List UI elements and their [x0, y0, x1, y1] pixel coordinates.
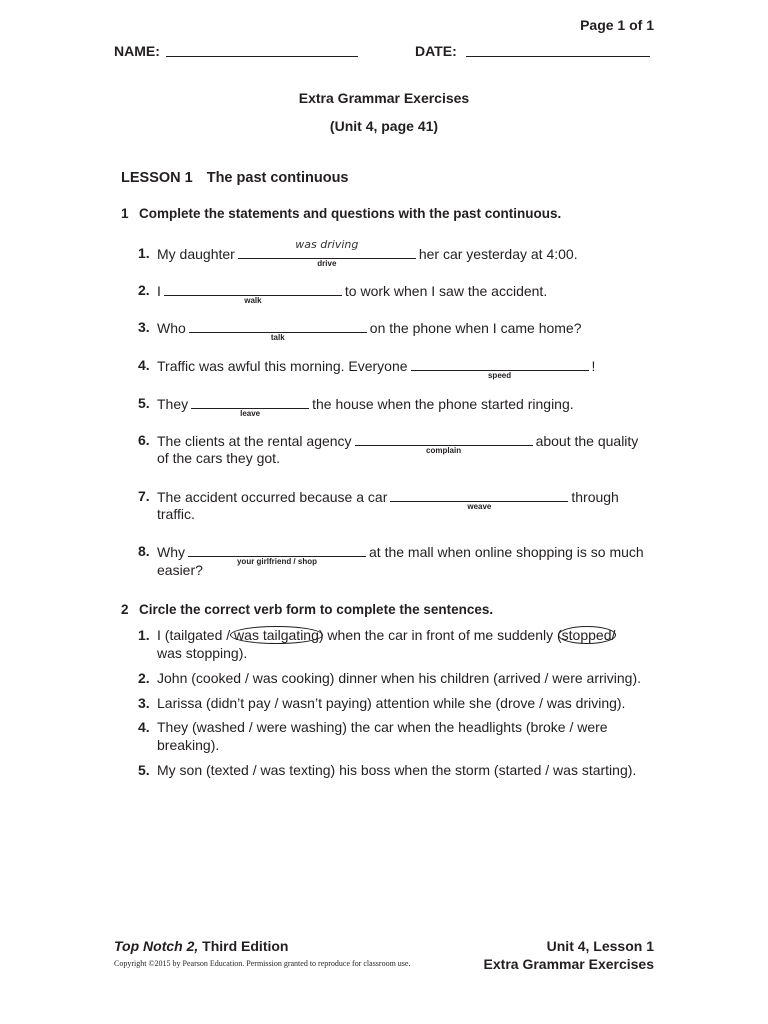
- item-text: John (cooked / was cooking) dinner when his children (arrived / were arriving).: [157, 670, 641, 686]
- item-number: 5.: [138, 762, 150, 778]
- item-number: 1.: [138, 245, 150, 261]
- item-text: Who: [157, 320, 186, 336]
- item-continuation: breaking).: [157, 737, 220, 753]
- item-continuation: easier?: [157, 562, 203, 578]
- verb-cue: leave: [240, 409, 261, 418]
- item-text: My daughter: [157, 246, 235, 262]
- verb-cue: your girlfriend / shop: [236, 557, 317, 566]
- answer-blank[interactable]: [191, 394, 309, 418]
- page-number: Page 1 of 1: [580, 17, 654, 33]
- verb-cue: complain: [426, 446, 462, 455]
- item-text: about the quality: [535, 433, 639, 449]
- answer-blank[interactable]: [390, 487, 568, 511]
- item-number: 6.: [138, 432, 150, 448]
- lesson-label: LESSON 1: [121, 170, 193, 186]
- item-text: ) when the car in front of me suddenly (: [318, 627, 562, 643]
- item-number: 4.: [138, 719, 150, 735]
- item-number: 8.: [138, 543, 150, 559]
- item-text: My son (texted / was texting) his boss when the storm (started / was starting).: [157, 762, 637, 778]
- item-text: The accident occurred because a car: [157, 489, 388, 505]
- item-text: They (washed / were washing) the car when the headlights (broke / were: [157, 719, 608, 735]
- answer-blank[interactable]: [188, 542, 366, 566]
- item-text: through: [571, 489, 619, 505]
- item-number: 2.: [138, 282, 150, 298]
- copyright-notice: Copyright ©2015 by Pearson Education. Permission granted to reproduce for classroom use.: [114, 959, 411, 968]
- item-text: Traffic was awful this morning. Everyone: [157, 358, 408, 374]
- name-field[interactable]: [166, 56, 358, 57]
- page-subtitle: (Unit 4, page 41): [329, 118, 439, 134]
- item-text: I (tailgated /: [157, 627, 235, 643]
- name-label: NAME:: [114, 43, 160, 59]
- section-number: 1: [121, 206, 129, 221]
- section-1-instruction: [121, 206, 561, 221]
- item-text: Larissa (didn’t pay / wasn’t paying) attention while she (drove / was driving).: [157, 695, 626, 711]
- item-text: at the mall when online shopping is so much: [369, 544, 644, 560]
- item-number: 4.: [138, 357, 150, 373]
- item-number: 2.: [138, 670, 150, 686]
- circled-answer[interactable]: stopped: [558, 626, 616, 644]
- page-title: Extra Grammar Exercises: [298, 90, 470, 106]
- item-text: /: [611, 627, 616, 643]
- answer-blank[interactable]: [355, 431, 533, 455]
- verb-cue: drive: [317, 259, 337, 268]
- item-number: 3.: [138, 695, 150, 711]
- book-name: Top Notch 2,: [114, 938, 199, 954]
- item-number: 5.: [138, 395, 150, 411]
- item-continuation: traffic.: [157, 506, 195, 522]
- item-text: on the phone when I came home?: [369, 320, 582, 336]
- date-field[interactable]: [466, 56, 650, 57]
- answer-blank[interactable]: [164, 281, 342, 305]
- answer-blank[interactable]: [411, 356, 589, 380]
- footer-unit: Unit 4, Lesson 1: [546, 938, 654, 954]
- section-2-instruction: [121, 602, 493, 617]
- item-text: The clients at the rental agency: [157, 433, 352, 449]
- item-number: 1.: [138, 627, 150, 643]
- item-text: her car yesterday at 4:00.: [418, 246, 578, 262]
- item-text: !: [591, 358, 596, 374]
- lesson-heading: [121, 170, 349, 186]
- verb-cue: weave: [467, 502, 492, 511]
- section-number: 2: [121, 602, 129, 617]
- verb-cue: speed: [487, 371, 512, 380]
- book-title: [114, 938, 288, 954]
- item-continuation: of the cars they got.: [157, 450, 280, 466]
- item-text: I: [157, 283, 161, 299]
- handwritten-answer: was driving: [295, 238, 359, 251]
- circled-answer[interactable]: was tailgating: [230, 626, 323, 644]
- verb-cue: talk: [270, 333, 285, 342]
- lesson-name: The past continuous: [206, 170, 349, 186]
- instruction-text: Complete the statements and questions with the past continuous.: [139, 206, 562, 221]
- item-number: 7.: [138, 488, 150, 504]
- item-text: the house when the phone started ringing.: [312, 396, 574, 412]
- item-number: 3.: [138, 319, 150, 335]
- verb-cue: walk: [244, 296, 262, 305]
- item-text: They: [157, 396, 189, 412]
- book-edition: Third Edition: [198, 938, 289, 954]
- answer-blank[interactable]: [189, 318, 367, 342]
- footer-section: Extra Grammar Exercises: [483, 956, 654, 972]
- item-continuation: was stopping).: [157, 645, 248, 661]
- date-label: DATE:: [415, 43, 457, 59]
- answer-blank[interactable]: [238, 238, 416, 268]
- item-text: Why: [157, 544, 185, 560]
- item-text: to work when I saw the accident.: [344, 283, 548, 299]
- instruction-text: Circle the correct verb form to complete the sentences.: [139, 602, 494, 617]
